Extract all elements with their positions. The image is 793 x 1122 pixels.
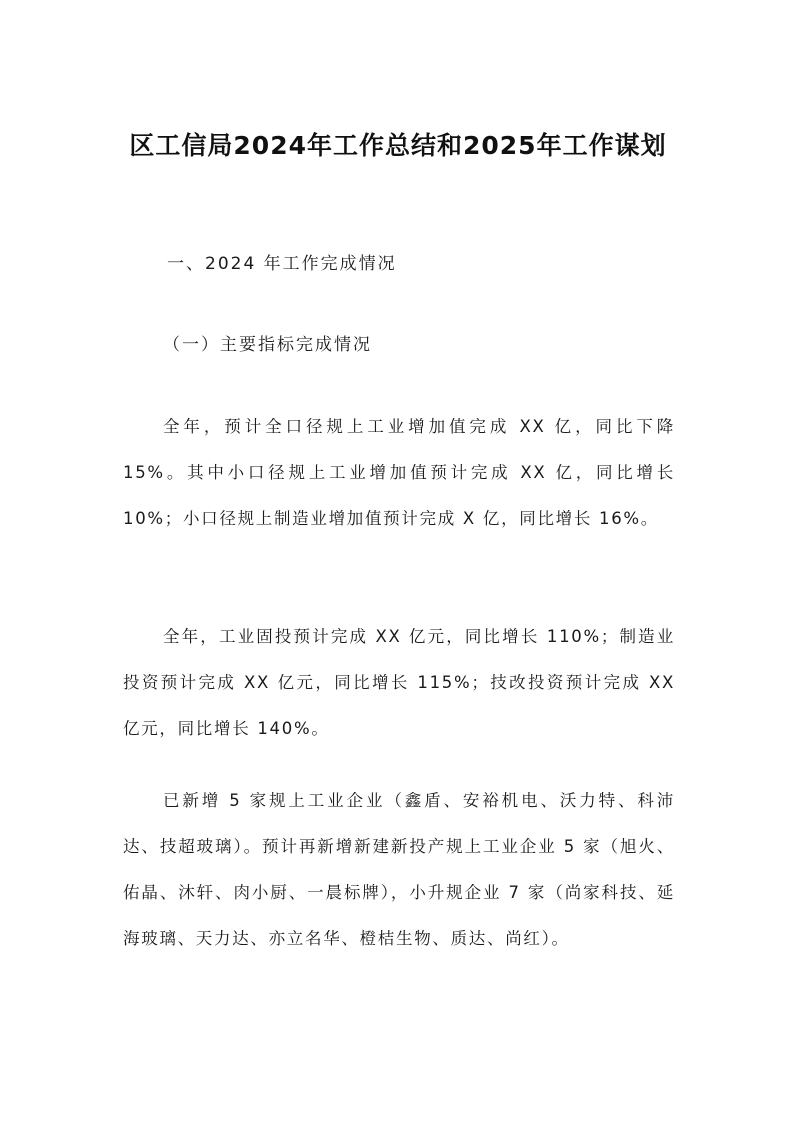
subsection-heading: （一）主要指标完成情况 [163, 335, 372, 355]
document-title: 区工信局2024年工作总结和2025年工作谋划 [129, 131, 667, 160]
section-heading: 一、2024 年工作完成情况 [167, 254, 397, 274]
paragraph-investment: 全年，工业固投预计完成 XX 亿元，同比增长 110%；制造业投资预计完成 XX 亿元，同比增长 115%；技改投资预计完成 XX 亿元，同比增长 140%。 [123, 627, 675, 738]
paragraph-industrial-value-added: 全年，预计全口径规上工业增加值完成 XX 亿，同比下降 15%。其中小口径规上工业增加值预计完成 XX 亿，同比增长 10%；小口径规上制造业增加值预计完成 X 亿，同比增长 16%。 [123, 417, 675, 528]
paragraph-new-enterprises: 已新增 5 家规上工业企业（鑫盾、安裕机电、沃力特、科沛达、技超玻璃）。预计再新增新建新投产规上工业企业 5 家（旭火、佑晶、沐轩、肉小厨、一晨标牌），小升规企业 7 家（尚家科技、延海玻璃、天力达、亦立名华、橙桔生物、质达、尚红）。 [123, 791, 675, 948]
